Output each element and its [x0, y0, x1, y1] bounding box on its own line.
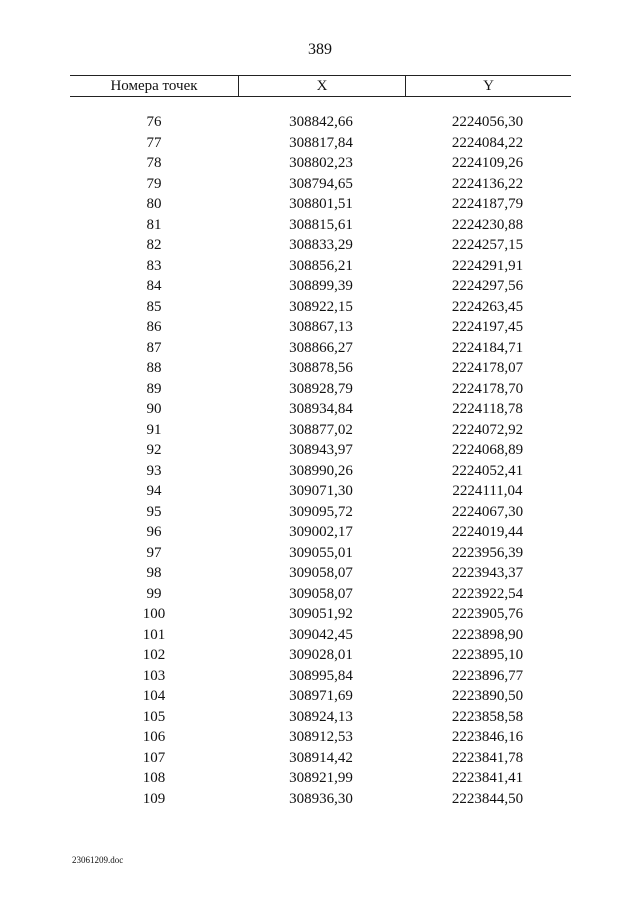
y-coordinate-cell: 2223956,39 [451, 544, 524, 561]
y-coordinate-cell: 2224052,41 [451, 462, 524, 479]
y-coordinate-cell: 2223844,50 [451, 790, 524, 807]
table-row [70, 112, 571, 133]
point-number-cell: 100 [142, 606, 166, 622]
table-row [70, 502, 571, 523]
x-coordinate-cell: 309028,01 [289, 647, 353, 663]
column-header-x: X [239, 76, 406, 96]
y-coordinate-cell: 2224068,89 [451, 442, 524, 458]
table-row [70, 338, 571, 359]
x-coordinate-cell: 309002,17 [289, 524, 353, 540]
table-row [70, 604, 571, 625]
point-number-cell: 102 [142, 647, 166, 663]
y-coordinate-cell: 2223943,37 [451, 565, 524, 581]
y-coordinate-cell: 2224019,44 [451, 524, 524, 540]
point-number-cell: 76 [146, 114, 162, 130]
y-coordinate-cell: 2224178,07 [451, 360, 524, 376]
table-row [70, 625, 571, 646]
point-number-cell: 93 [146, 462, 162, 479]
point-number-cell: 96 [146, 524, 162, 540]
x-coordinate-cell: 309058,07 [289, 565, 353, 581]
point-number-cell: 83 [146, 257, 162, 274]
point-number-cell: 97 [146, 544, 162, 561]
y-coordinate-cell: 2223922,54 [451, 585, 524, 602]
y-coordinate-cell: 2223905,76 [451, 606, 524, 622]
table-row [70, 768, 571, 789]
table-row [70, 133, 571, 154]
table-row [70, 584, 571, 605]
table-row [70, 461, 571, 482]
table-row [70, 789, 571, 810]
x-coordinate-cell: 308794,65 [289, 175, 353, 192]
x-coordinate-cell: 309055,01 [289, 544, 353, 561]
point-number-cell: 84 [146, 278, 162, 294]
y-coordinate-cell: 2224187,79 [451, 196, 524, 212]
coordinates-table-body [70, 112, 571, 809]
y-coordinate-cell: 2224084,22 [451, 134, 524, 151]
x-coordinate-cell: 308867,13 [289, 319, 353, 335]
x-coordinate-cell: 308922,15 [289, 298, 353, 315]
point-number-cell: 107 [142, 749, 166, 766]
y-coordinate-cell: 2224118,78 [452, 401, 523, 417]
y-coordinate-cell: 2223841,78 [451, 749, 524, 766]
x-coordinate-cell: 308899,39 [289, 278, 353, 294]
table-row [70, 215, 571, 236]
point-number-cell: 94 [146, 483, 162, 499]
table-row [70, 686, 571, 707]
point-number-cell: 99 [146, 585, 162, 602]
x-coordinate-cell: 308914,42 [289, 749, 353, 766]
table-row [70, 543, 571, 564]
x-coordinate-cell: 309051,92 [289, 606, 353, 622]
point-number-cell: 85 [146, 298, 162, 315]
point-number-cell: 101 [142, 626, 166, 643]
table-row [70, 666, 571, 687]
y-coordinate-cell: 2223841,41 [451, 770, 524, 786]
point-number-cell: 78 [146, 155, 162, 171]
point-number-cell: 98 [146, 565, 162, 581]
point-number-cell: 77 [146, 134, 162, 151]
table-row [70, 358, 571, 379]
x-coordinate-cell: 308943,97 [289, 442, 353, 458]
table-row [70, 194, 571, 215]
table-row [70, 256, 571, 277]
table-row [70, 707, 571, 728]
table-row [70, 563, 571, 584]
point-number-cell: 95 [146, 503, 162, 520]
point-number-cell: 104 [142, 688, 166, 704]
point-number-cell: 81 [146, 216, 162, 233]
x-coordinate-cell: 309058,07 [289, 585, 353, 602]
x-coordinate-cell: 308866,27 [289, 339, 353, 356]
table-row [70, 420, 571, 441]
x-coordinate-cell: 308921,99 [289, 770, 353, 786]
y-coordinate-cell: 2223898,90 [451, 626, 524, 643]
document-filename: 23061209.doc [72, 855, 124, 865]
x-coordinate-cell: 308971,69 [289, 688, 353, 704]
y-coordinate-cell: 2224067,30 [451, 503, 524, 520]
y-coordinate-cell: 2224056,30 [451, 114, 524, 130]
point-number-cell: 103 [142, 667, 166, 684]
table-row [70, 522, 571, 543]
point-number-cell: 86 [146, 319, 162, 335]
x-coordinate-cell: 308934,84 [289, 401, 353, 417]
x-coordinate-cell: 308936,30 [289, 790, 353, 807]
y-coordinate-cell: 2224291,91 [451, 257, 524, 274]
y-coordinate-cell: 2224297,56 [451, 278, 524, 294]
y-coordinate-cell: 2224230,88 [451, 216, 524, 233]
y-coordinate-cell: 2224136,22 [451, 175, 524, 192]
table-row [70, 276, 571, 297]
x-coordinate-cell: 309042,45 [289, 626, 353, 643]
table-row [70, 748, 571, 769]
table-row [70, 399, 571, 420]
point-number-cell: 106 [142, 729, 166, 745]
table-row [70, 297, 571, 318]
y-coordinate-cell: 2223895,10 [451, 647, 524, 663]
point-number-cell: 89 [146, 380, 162, 397]
table-row [70, 645, 571, 666]
point-number-cell: 92 [146, 442, 162, 458]
point-number-cell: 87 [146, 339, 162, 356]
table-row [70, 379, 571, 400]
column-header-point-number: Номера точек [70, 76, 239, 96]
x-coordinate-cell: 308878,56 [289, 360, 353, 376]
point-number-cell: 109 [142, 790, 166, 807]
x-coordinate-cell: 308990,26 [289, 462, 353, 479]
column-header-y: Y [483, 78, 494, 94]
table-row [70, 440, 571, 461]
y-coordinate-cell: 2224072,92 [451, 421, 524, 438]
point-number-cell: 108 [142, 770, 166, 786]
y-coordinate-cell: 2224178,70 [451, 380, 524, 397]
point-number-cell: 79 [146, 175, 162, 192]
y-coordinate-cell: 2223846,16 [451, 729, 524, 745]
table-row [70, 727, 571, 748]
x-coordinate-cell: 308801,51 [289, 196, 353, 212]
table-row [70, 317, 571, 338]
x-coordinate-cell: 309071,30 [289, 483, 353, 499]
y-coordinate-cell: 2224257,15 [451, 237, 524, 253]
x-coordinate-cell: 308815,61 [289, 216, 353, 233]
table-row [70, 174, 571, 195]
table-row [70, 481, 571, 502]
table-header [70, 75, 571, 97]
x-coordinate-cell: 308877,02 [289, 421, 353, 438]
point-number-cell: 88 [146, 360, 162, 376]
point-number-cell: 91 [146, 421, 162, 438]
y-coordinate-cell: 2223858,58 [451, 708, 524, 725]
x-coordinate-cell: 308912,53 [289, 729, 353, 745]
y-coordinate-cell: 2224184,71 [451, 339, 524, 356]
y-coordinate-cell: 2224197,45 [451, 319, 524, 335]
x-coordinate-cell: 308928,79 [289, 380, 353, 397]
y-coordinate-cell: 2223896,77 [451, 667, 524, 684]
y-coordinate-cell: 2224109,26 [451, 155, 524, 171]
x-coordinate-cell: 308995,84 [289, 667, 353, 684]
table-row [70, 235, 571, 256]
y-coordinate-cell: 2224263,45 [451, 298, 524, 315]
page-number: 389 [308, 41, 332, 58]
x-coordinate-cell: 309095,72 [289, 503, 353, 520]
x-coordinate-cell: 308924,13 [289, 708, 353, 725]
point-number-cell: 105 [142, 708, 166, 725]
x-coordinate-cell: 308856,21 [289, 257, 353, 274]
y-coordinate-cell: 2224111,04 [452, 483, 523, 499]
x-coordinate-cell: 308842,66 [289, 114, 353, 130]
table-row [70, 153, 571, 174]
x-coordinate-cell: 308817,84 [289, 134, 353, 151]
x-coordinate-cell: 308802,23 [289, 155, 353, 171]
x-coordinate-cell: 308833,29 [289, 237, 353, 253]
point-number-cell: 90 [146, 401, 162, 417]
y-coordinate-cell: 2223890,50 [451, 688, 524, 704]
point-number-cell: 80 [146, 196, 162, 212]
point-number-cell: 82 [146, 237, 162, 253]
